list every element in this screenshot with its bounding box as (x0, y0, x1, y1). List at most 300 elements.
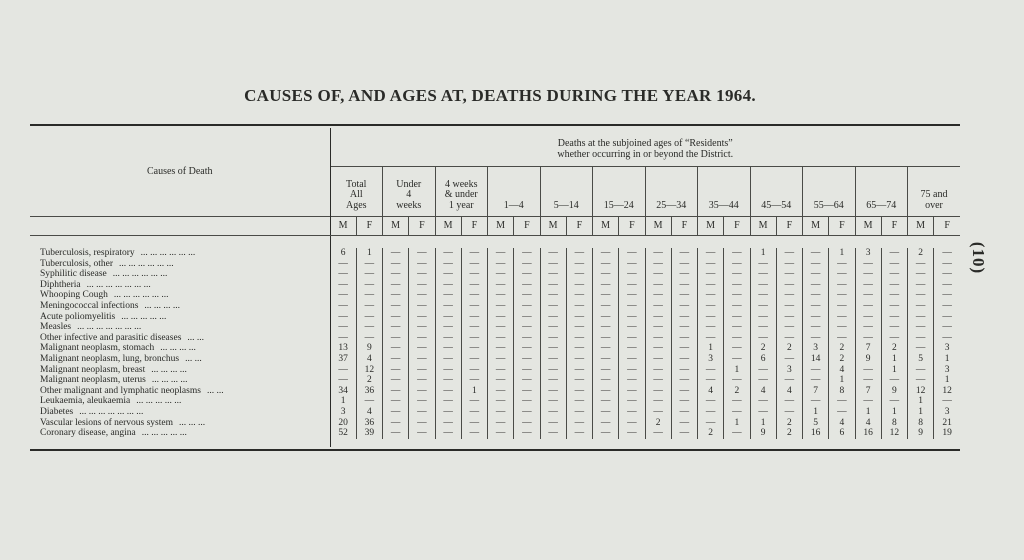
count-cell: — (566, 312, 592, 323)
count-cell: — (724, 375, 750, 386)
count-cell: — (776, 269, 802, 280)
cause-of-death-cell (30, 301, 330, 312)
count-cell: 2 (908, 248, 934, 259)
count-cell: — (619, 290, 645, 301)
count-cell: — (724, 301, 750, 312)
count-cell: — (540, 343, 566, 354)
count-cell: — (409, 248, 435, 259)
count-cell: — (750, 396, 776, 407)
count-cell: — (881, 290, 907, 301)
count-cell: — (383, 365, 409, 376)
count-cell: — (488, 312, 514, 323)
count-cell: — (514, 365, 540, 376)
count-cell: — (514, 418, 540, 429)
cause-name: Meningococcal infections (40, 300, 139, 311)
count-cell: — (829, 396, 855, 407)
cause-of-death-cell (30, 312, 330, 323)
count-cell: — (829, 290, 855, 301)
count-cell: 2 (829, 354, 855, 365)
count-cell: — (619, 428, 645, 439)
table-row (30, 386, 960, 397)
count-cell: — (461, 312, 487, 323)
count-cell: — (645, 407, 671, 418)
age-group-label-line: 45—54 (761, 199, 792, 211)
count-cell: — (855, 312, 881, 323)
count-cell: 4 (829, 418, 855, 429)
count-cell: — (540, 375, 566, 386)
count-cell: — (803, 269, 829, 280)
count-cell: 1 (698, 343, 724, 354)
count-cell: 3 (803, 343, 829, 354)
table-row (30, 365, 960, 376)
count-cell: — (619, 312, 645, 323)
count-cell: — (409, 333, 435, 344)
count-cell: — (671, 343, 697, 354)
age-group-label-line: 75 and (920, 189, 948, 200)
count-cell: 8 (881, 418, 907, 429)
cause-name: Diabetes (40, 406, 74, 417)
count-cell: — (724, 354, 750, 365)
count-cell: — (540, 280, 566, 291)
count-cell: — (671, 396, 697, 407)
count-cell: — (593, 386, 619, 397)
count-cell: 9 (855, 354, 881, 365)
count-cell: — (724, 343, 750, 354)
count-cell: — (671, 386, 697, 397)
count-cell: — (540, 428, 566, 439)
count-cell: 1 (750, 248, 776, 259)
count-cell: — (619, 365, 645, 376)
count-cell: — (855, 280, 881, 291)
count-cell: — (540, 322, 566, 333)
count-cell: 37 (330, 354, 356, 365)
count-cell: — (593, 333, 619, 344)
count-cell: 8 (829, 386, 855, 397)
count-cell: — (724, 290, 750, 301)
count-cell: — (593, 375, 619, 386)
cause-of-death-cell (30, 343, 330, 354)
count-cell: 1 (356, 248, 382, 259)
male-column-header: M (330, 217, 356, 236)
count-cell: 1 (803, 407, 829, 418)
cause-name: Leukaemia, aleukaemia (40, 396, 131, 407)
cause-of-death-cell (30, 396, 330, 407)
count-cell: — (435, 365, 461, 376)
count-cell: — (645, 290, 671, 301)
count-cell: — (383, 428, 409, 439)
count-cell: — (514, 354, 540, 365)
count-cell: — (829, 322, 855, 333)
count-cell: — (619, 354, 645, 365)
count-cell: — (750, 301, 776, 312)
count-cell: — (671, 418, 697, 429)
count-cell: — (671, 354, 697, 365)
count-cell: — (330, 333, 356, 344)
count-cell: — (776, 259, 802, 270)
female-column-header: F (881, 217, 907, 236)
count-cell: 16 (855, 428, 881, 439)
count-cell: — (750, 280, 776, 291)
count-cell: 2 (829, 343, 855, 354)
count-cell: 8 (908, 418, 934, 429)
count-cell: — (855, 322, 881, 333)
count-cell: 5 (908, 354, 934, 365)
count-cell: — (566, 290, 592, 301)
count-cell: 6 (330, 248, 356, 259)
table-row (30, 322, 960, 333)
count-cell: — (908, 269, 934, 280)
count-cell: — (776, 248, 802, 259)
count-cell: — (409, 290, 435, 301)
female-column-header: F (934, 217, 960, 236)
count-cell: — (724, 322, 750, 333)
cause-of-death-cell (30, 333, 330, 344)
count-cell: — (750, 365, 776, 376)
count-cell: — (593, 354, 619, 365)
count-cell: — (881, 259, 907, 270)
count-cell: — (908, 365, 934, 376)
count-cell: 2 (356, 375, 382, 386)
count-cell: — (671, 428, 697, 439)
count-cell: — (908, 280, 934, 291)
age-group-label-line: 4 (406, 189, 412, 200)
count-cell: — (461, 428, 487, 439)
count-cell: — (724, 259, 750, 270)
count-cell: — (593, 396, 619, 407)
count-cell: 12 (881, 428, 907, 439)
count-cell: — (461, 259, 487, 270)
count-cell: — (934, 280, 960, 291)
male-column-header: M (435, 217, 461, 236)
age-group-label-line: weeks (396, 199, 422, 211)
count-cell: 9 (881, 386, 907, 397)
count-cell: 1 (934, 354, 960, 365)
count-cell: — (514, 343, 540, 354)
age-group-label-line: 55—64 (813, 199, 844, 211)
count-cell: — (908, 301, 934, 312)
count-cell: — (540, 312, 566, 323)
count-cell: — (461, 280, 487, 291)
count-cell: — (488, 333, 514, 344)
count-cell: — (488, 269, 514, 280)
count-cell: — (593, 322, 619, 333)
count-cell: — (330, 280, 356, 291)
count-cell: — (803, 396, 829, 407)
count-cell: — (514, 301, 540, 312)
age-group-label-line: 65—74 (866, 199, 897, 211)
female-column-header: F (409, 217, 435, 236)
count-cell: — (488, 386, 514, 397)
count-cell: — (829, 259, 855, 270)
count-cell: — (461, 343, 487, 354)
count-cell: — (593, 428, 619, 439)
count-cell: 13 (330, 343, 356, 354)
count-cell: — (881, 312, 907, 323)
count-cell: — (383, 248, 409, 259)
count-cell: — (934, 333, 960, 344)
cause-name: Malignant neoplasm, stomach (40, 343, 155, 354)
deaths-by-age-header (330, 128, 960, 167)
count-cell: — (435, 418, 461, 429)
age-group-header (750, 167, 803, 217)
dot-leader: ... ... ... ... ... (141, 428, 187, 439)
age-group-label-line: All (349, 189, 363, 200)
count-cell: 12 (356, 365, 382, 376)
count-cell: — (409, 386, 435, 397)
count-cell: — (435, 290, 461, 301)
count-cell: — (461, 375, 487, 386)
count-cell: — (383, 269, 409, 280)
count-cell: — (855, 301, 881, 312)
count-cell: — (488, 418, 514, 429)
count-cell: — (409, 365, 435, 376)
count-cell: — (409, 343, 435, 354)
count-cell: 4 (356, 407, 382, 418)
count-cell: — (645, 375, 671, 386)
count-cell: — (908, 312, 934, 323)
age-group-label-line: 4 weeks (445, 178, 478, 190)
count-cell: — (645, 343, 671, 354)
dot-leader: ... ... (185, 353, 202, 364)
male-column-header: M (488, 217, 514, 236)
count-cell: — (619, 418, 645, 429)
count-cell: — (593, 269, 619, 280)
count-cell: — (435, 269, 461, 280)
count-cell: — (619, 322, 645, 333)
count-cell: — (383, 396, 409, 407)
age-group-label-line: 35—44 (708, 199, 739, 211)
count-cell: — (488, 248, 514, 259)
count-cell: — (724, 396, 750, 407)
count-cell: — (435, 386, 461, 397)
count-cell: — (409, 428, 435, 439)
cause-name: Tuberculosis, respiratory (40, 248, 135, 258)
count-cell: — (383, 259, 409, 270)
causes-header: Causes of Death (146, 165, 213, 177)
count-cell: — (750, 375, 776, 386)
count-cell: — (619, 301, 645, 312)
count-cell: — (881, 248, 907, 259)
age-group-header (383, 167, 436, 217)
count-cell: — (671, 290, 697, 301)
table-row (30, 354, 960, 365)
count-cell: — (566, 343, 592, 354)
count-cell: — (934, 312, 960, 323)
count-cell: — (645, 365, 671, 376)
count-cell: — (514, 312, 540, 323)
count-cell: — (488, 343, 514, 354)
dot-leader: ... ... ... ... ... (121, 311, 167, 322)
age-group-header (488, 167, 541, 217)
count-cell: 1 (881, 354, 907, 365)
count-cell: — (698, 365, 724, 376)
count-cell: — (593, 407, 619, 418)
male-column-header: M (540, 217, 566, 236)
count-cell: — (409, 322, 435, 333)
count-cell: — (356, 290, 382, 301)
count-cell: — (488, 280, 514, 291)
count-cell: — (435, 428, 461, 439)
table-row (30, 312, 960, 323)
count-cell: — (566, 269, 592, 280)
count-cell: — (383, 290, 409, 301)
count-cell: 2 (645, 418, 671, 429)
count-cell: 36 (356, 418, 382, 429)
table-row (30, 290, 960, 301)
count-cell: — (671, 269, 697, 280)
female-column-header: F (356, 217, 382, 236)
count-cell: — (356, 269, 382, 280)
count-cell: — (593, 343, 619, 354)
count-cell: — (671, 312, 697, 323)
count-cell: — (461, 407, 487, 418)
count-cell: 3 (698, 354, 724, 365)
count-cell: — (435, 248, 461, 259)
count-cell: — (409, 269, 435, 280)
count-cell: — (330, 322, 356, 333)
cause-of-death-cell (30, 269, 330, 280)
count-cell: 2 (776, 343, 802, 354)
table-row (30, 418, 960, 429)
table-row (30, 248, 960, 259)
cause-name: Diphtheria (40, 279, 81, 290)
table-row (30, 333, 960, 344)
cause-of-death-cell (30, 322, 330, 333)
dot-leader: ... ... ... (178, 417, 206, 428)
count-cell: — (619, 248, 645, 259)
count-cell: — (829, 407, 855, 418)
count-cell: — (671, 375, 697, 386)
count-cell: — (593, 365, 619, 376)
count-cell: — (750, 312, 776, 323)
male-column-header: M (750, 217, 776, 236)
cause-of-death-cell (30, 248, 330, 259)
age-group-header (435, 167, 488, 217)
cause-name: Other malignant and lymphatic neoplasms (40, 385, 201, 396)
count-cell: — (566, 365, 592, 376)
count-cell: — (593, 418, 619, 429)
count-cell: — (435, 354, 461, 365)
count-cell: — (461, 396, 487, 407)
count-cell: — (855, 259, 881, 270)
count-cell: — (908, 375, 934, 386)
count-cell: 1 (934, 375, 960, 386)
count-cell: — (671, 259, 697, 270)
count-cell: — (409, 354, 435, 365)
count-cell: — (383, 418, 409, 429)
count-cell: 6 (750, 354, 776, 365)
table-row (30, 396, 960, 407)
count-cell: — (829, 269, 855, 280)
count-cell: — (671, 280, 697, 291)
count-cell: — (566, 354, 592, 365)
count-cell: — (645, 269, 671, 280)
count-cell: — (724, 280, 750, 291)
count-cell: — (645, 354, 671, 365)
count-cell: — (671, 365, 697, 376)
deaths-table (30, 124, 960, 451)
count-cell: — (435, 259, 461, 270)
count-cell: — (934, 259, 960, 270)
count-cell: — (540, 269, 566, 280)
count-cell: — (540, 248, 566, 259)
cause-name: Measles (40, 322, 72, 333)
cause-of-death-cell (30, 290, 330, 301)
cause-of-death-cell (30, 259, 330, 270)
count-cell: — (514, 269, 540, 280)
count-cell: 1 (881, 365, 907, 376)
female-column-header: F (776, 217, 802, 236)
count-cell: — (803, 333, 829, 344)
count-cell: — (908, 333, 934, 344)
count-cell: — (566, 333, 592, 344)
count-cell: 21 (934, 418, 960, 429)
count-cell: — (671, 333, 697, 344)
count-cell: — (540, 407, 566, 418)
count-cell: — (724, 312, 750, 323)
count-cell: — (645, 248, 671, 259)
cause-name: Whooping Cough (40, 290, 108, 301)
count-cell: — (461, 354, 487, 365)
cause-name: Coronary disease, angina (40, 428, 136, 439)
age-group-header (540, 167, 593, 217)
dot-leader: ... ... ... ... (144, 300, 181, 311)
count-cell: — (593, 301, 619, 312)
count-cell: — (566, 396, 592, 407)
count-cell: — (488, 375, 514, 386)
female-column-header: F (514, 217, 540, 236)
male-column-header: M (593, 217, 619, 236)
count-cell: — (566, 375, 592, 386)
dot-leader: ... ... ... ... (160, 343, 196, 354)
dot-leader: ... ... ... ... ... ... ... (86, 279, 151, 290)
count-cell: — (881, 396, 907, 407)
count-cell: — (803, 375, 829, 386)
age-group-label-line: 1 year (448, 199, 474, 211)
table-row (30, 407, 960, 418)
count-cell: — (540, 333, 566, 344)
count-cell: — (566, 280, 592, 291)
count-cell: — (514, 333, 540, 344)
count-cell: — (881, 322, 907, 333)
count-cell: — (540, 354, 566, 365)
cause-name: Other infective and parasitic diseases (40, 332, 182, 343)
female-column-header: F (619, 217, 645, 236)
count-cell: — (881, 269, 907, 280)
count-cell: — (435, 301, 461, 312)
count-cell: — (645, 333, 671, 344)
dot-leader: ... ... ... ... ... ... (140, 248, 196, 258)
count-cell: — (908, 290, 934, 301)
count-cell: — (776, 280, 802, 291)
count-cell: — (356, 280, 382, 291)
count-cell: — (593, 312, 619, 323)
count-cell: — (383, 386, 409, 397)
count-cell: — (803, 248, 829, 259)
table-row (30, 280, 960, 291)
count-cell: 1 (855, 407, 881, 418)
cause-of-death-cell (30, 365, 330, 376)
count-cell: 4 (855, 418, 881, 429)
count-cell: 20 (330, 418, 356, 429)
count-cell: — (330, 269, 356, 280)
count-cell: — (829, 333, 855, 344)
count-cell: — (619, 269, 645, 280)
table-row (30, 375, 960, 386)
count-cell: — (934, 322, 960, 333)
cause-name: Malignant neoplasm, breast (40, 364, 146, 375)
male-column-header: M (698, 217, 724, 236)
